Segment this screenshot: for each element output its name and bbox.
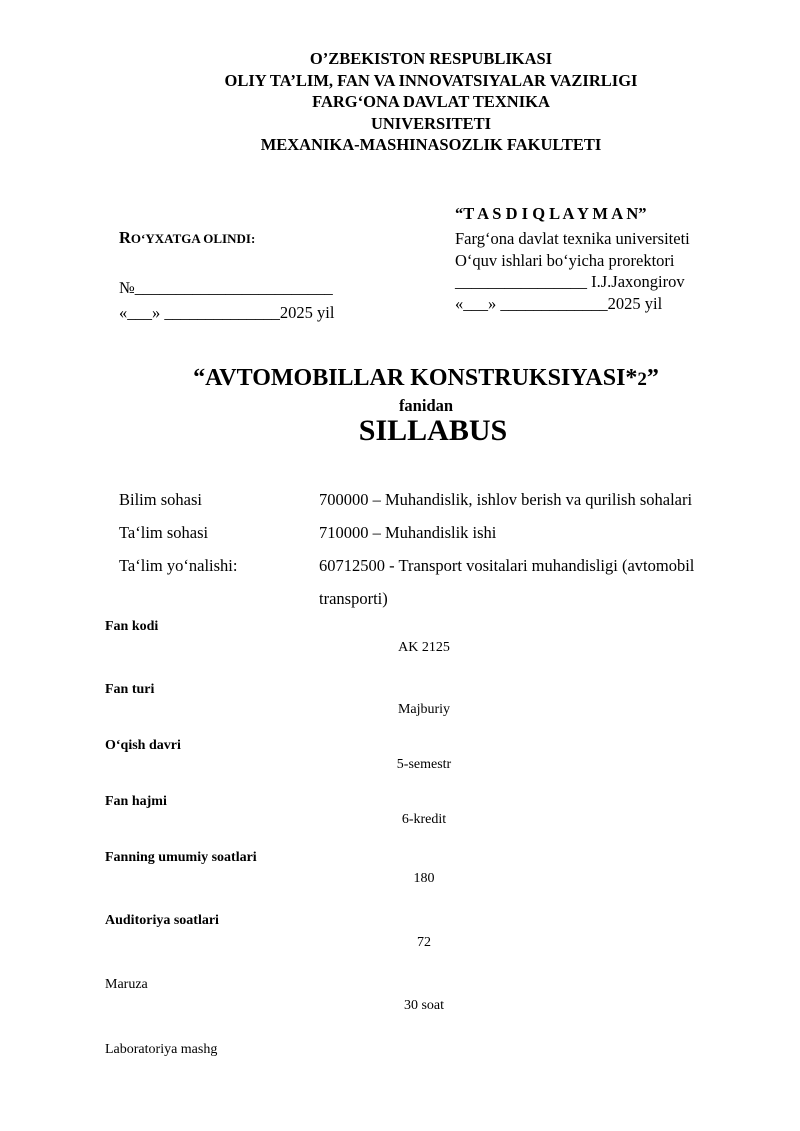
info-value-talim-yonalishi-cont: transporti) (319, 589, 388, 608)
field-value-maruza: 30 soat (403, 998, 445, 1013)
field-value-auditoriya-soatlari: 72 (417, 935, 431, 950)
field-label-fan-kodi: Fan kodi (105, 619, 159, 634)
registration-date-line: «___» ______________2025 yil (119, 303, 335, 322)
approval-title: “T A S D I Q L A Y M A N” (455, 204, 647, 223)
field-value-fan-kodi: AK 2125 (398, 640, 450, 655)
approval-university: Farg‘ona davlat texnika universiteti (455, 229, 690, 248)
registration-number-line: №________________________ (119, 278, 333, 297)
header-ministry: OLIY TA’LIM, FAN VA INNOVATSIYALAR VAZIRLIGI (224, 70, 638, 90)
field-label-fan-hajmi: Fan hajmi (105, 794, 167, 809)
info-label-bilim-sohasi: Bilim sohasi (119, 490, 202, 509)
subject-fanidan: fanidan (398, 396, 454, 415)
approval-date-line: «___» _____________2025 yil (455, 293, 663, 313)
registration-title-initial: R (119, 228, 131, 247)
field-label-umumiy-soatlari: Fanning umumiy soatlari (105, 850, 257, 865)
field-value-oqish-davri: 5-semestr (396, 757, 452, 772)
info-value-bilim-sohasi: 700000 – Muhandislik, ishlov berish va qurilish sohalari (319, 490, 693, 509)
subject-title-main: “AVTOMOBILLAR KONSTRUKSIYASI* (193, 365, 638, 391)
field-value-fan-turi: Majburiy (397, 702, 451, 717)
field-label-oqish-davri: O‘qish davri (105, 738, 181, 753)
field-value-fan-hajmi: 6-kredit (401, 812, 447, 827)
header-faculty: MEXANIKA-MASHINASOZLIK FAKULTETI (260, 135, 602, 154)
document-title: SILLABUS (358, 414, 508, 447)
info-value-talim-sohasi: 710000 – Muhandislik ishi (319, 523, 497, 542)
registration-block (119, 228, 335, 322)
header-university-line2: UNIVERSITETI (370, 113, 492, 133)
field-label-fan-turi: Fan turi (105, 682, 155, 697)
field-value-umumiy-soatlari: 180 (413, 871, 435, 886)
info-label-talim-sohasi: Ta‘lim sohasi (119, 523, 209, 542)
field-label-maruza: Maruza (105, 977, 148, 992)
field-label-laboratoriya: Laboratoriya mashg (105, 1042, 218, 1057)
field-label-auditoriya-soatlari: Auditoriya soatlari (105, 913, 219, 928)
subject-title-number: 2 (637, 369, 647, 390)
subject-title-end: ” (646, 365, 659, 391)
approval-block (455, 203, 690, 314)
info-value-talim-yonalishi: 60712500 - Transport vositalari muhandisligi (avtomobil (319, 556, 695, 575)
registration-title-rest: O‘YXATGA OLINDI: (130, 231, 256, 246)
approval-signature-line: ________________ I.J.Jaxongirov (455, 272, 685, 291)
registration-title (119, 228, 255, 250)
document-header (0, 48, 800, 156)
subject-title (0, 365, 800, 392)
header-university-line1: FARG‘ONA DAVLAT TEXNIKA (312, 92, 550, 111)
info-label-talim-yonalishi: Ta‘lim yo‘nalishi: (119, 556, 238, 575)
approval-position: O‘quv ishlari bo‘yicha prorektori (455, 250, 675, 270)
header-republic: O’ZBEKISTON RESPUBLIKASI (309, 49, 553, 68)
